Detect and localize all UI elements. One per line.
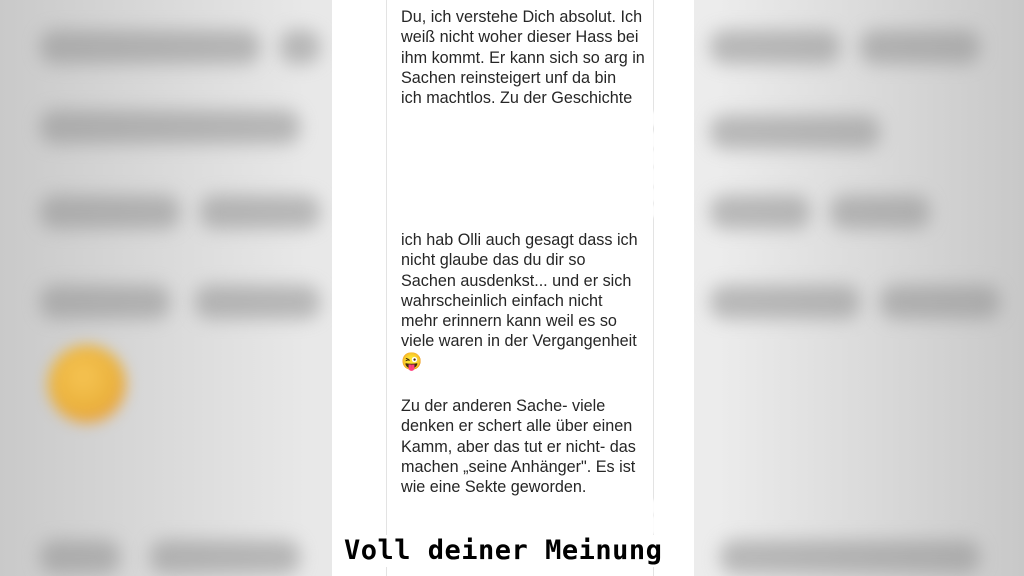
blurred-shape xyxy=(40,30,260,64)
blurred-shape xyxy=(710,195,810,229)
blurred-shape xyxy=(40,195,180,229)
censor-band xyxy=(392,132,656,148)
censor-band xyxy=(392,500,656,514)
censor-band xyxy=(392,168,656,186)
blurred-shape xyxy=(710,285,860,319)
blurred-shape xyxy=(40,540,120,574)
blurred-shape xyxy=(195,285,320,319)
winking-tongue-emoji-icon: 😜 xyxy=(401,351,423,371)
message-text-middle-content: ich hab Olli auch gesagt dass ich nicht glaube das du dir so Sachen ausdenkst... und er sich wahrscheinlich einfach nicht mehr erinnern kann weil es so viele waren in der Vergangenheit xyxy=(401,231,638,351)
blurred-shape xyxy=(200,195,320,229)
censor-band xyxy=(392,205,656,217)
censor-band xyxy=(392,150,656,166)
message-text-bottom: Zu der anderen Sache- viele denken er schert alle über einen Kamm, aber das tut er nicht- das machen „seine Anhänger". Es ist wie eine Sekte geworden. xyxy=(401,397,636,497)
blurred-shape xyxy=(830,195,930,229)
blurred-shape xyxy=(280,30,320,64)
censor-band xyxy=(392,112,656,126)
blurred-shape xyxy=(710,30,840,64)
blurred-shape xyxy=(860,30,980,64)
blurred-emoji xyxy=(48,345,126,423)
blurred-shape xyxy=(40,285,170,319)
message-text-middle xyxy=(401,230,651,372)
blurred-shape xyxy=(40,110,300,144)
blurred-shape xyxy=(720,540,980,574)
censor-band xyxy=(392,516,656,534)
message-text-top: Du, ich verstehe Dich absolut. Ich weiß nicht woher dieser Hass bei ihm kommt. Er kann sich so arg in Sachen reinsteigert unf da bin ich machtlos. Zu der Geschichte xyxy=(401,8,645,108)
blurred-shape xyxy=(150,540,300,574)
story-caption: Voll deiner Meinung xyxy=(344,535,684,567)
blurred-shape xyxy=(880,285,1000,319)
blurred-shape xyxy=(710,115,880,149)
censor-band xyxy=(392,188,656,202)
